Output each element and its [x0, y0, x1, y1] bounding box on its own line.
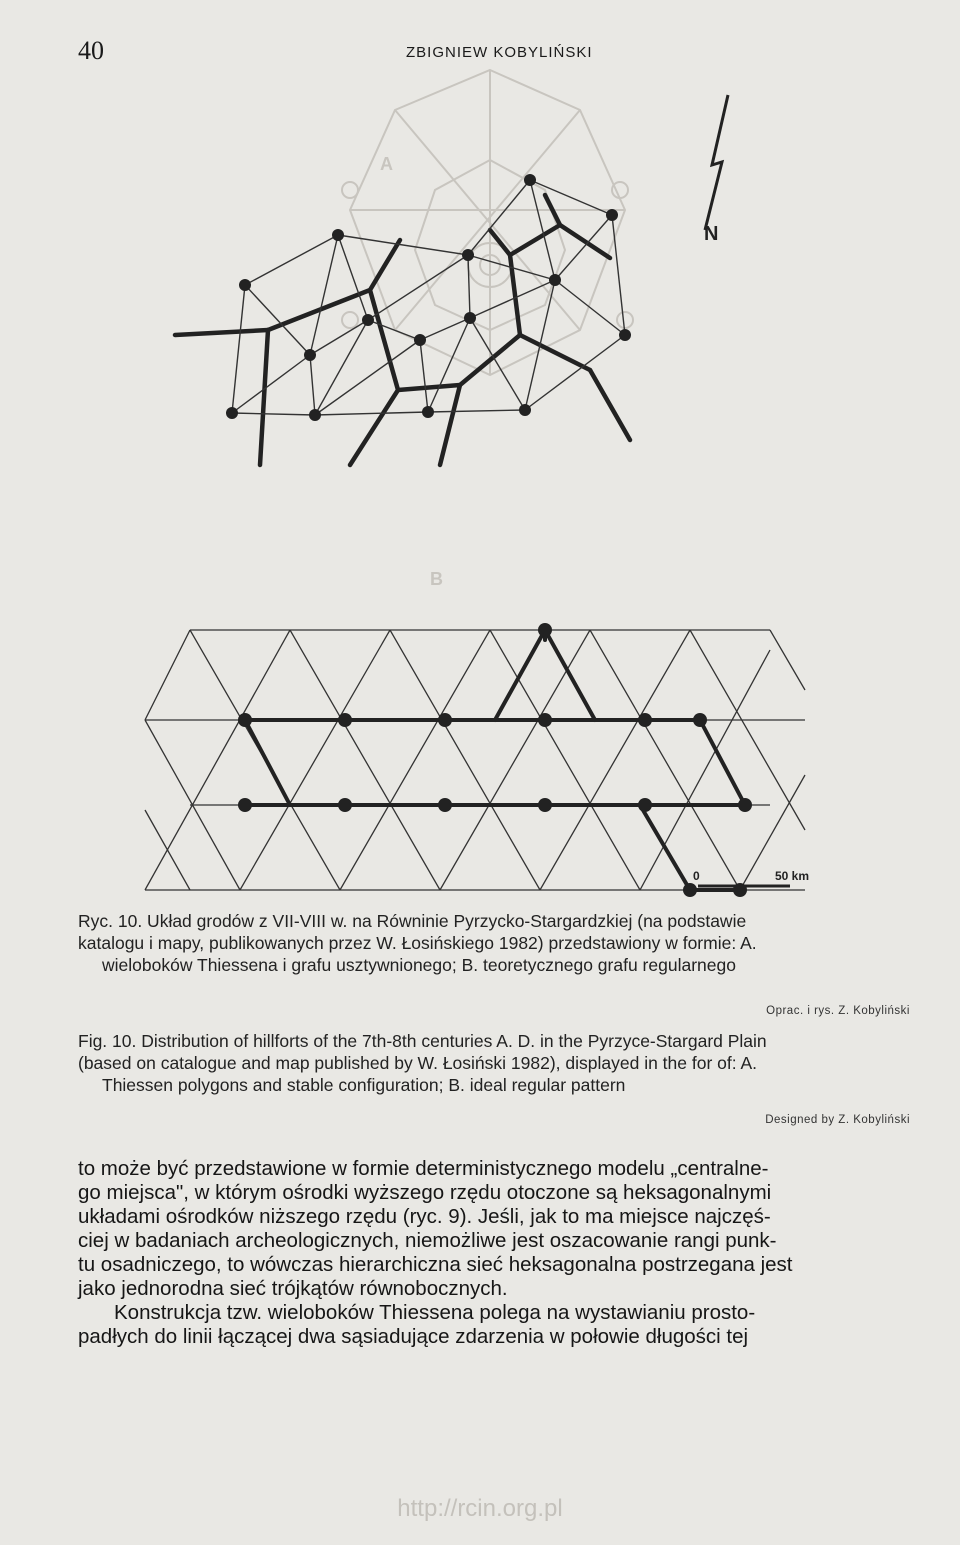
- body-line: Konstrukcja tzw. wieloboków Thiessena polega na wystawianiu prosto-: [114, 1301, 756, 1324]
- label-a: A: [380, 154, 393, 174]
- caption-line: Fig. 10. Distribution of hillforts of the 7th-8th centuries A. D. in the Pyrzyce-Stargard Plain: [78, 1031, 767, 1051]
- figure-caption-english: [78, 1030, 910, 1096]
- label-b: B: [430, 569, 443, 589]
- body-line: jako jednorodna sieć trójkątów równobocznych.: [78, 1277, 508, 1300]
- body-line: padłych do linii łączącej dwa sąsiadujące zdarzenia w połowie długości tej: [78, 1325, 749, 1348]
- figure-caption-polish: [78, 910, 910, 976]
- north-arrow: [704, 95, 728, 245]
- caption-credit-polish: Oprac. i rys. Z. Kobyliński: [766, 1005, 910, 1017]
- body-line: układami ośrodków niższego rzędu (ryc. 9). Jeśli, jak to ma miejsce najczęś-: [78, 1205, 771, 1228]
- lattice-highlight: [245, 630, 745, 890]
- caption-line: katalogu i mapy, publikowanych przez W. Łosińskiego 1982) przedstawiony w formie: A.: [78, 933, 757, 953]
- caption-line: Thiessen polygons and stable configuration; B. ideal regular pattern: [102, 1075, 626, 1095]
- caption-line: wieloboków Thiessena i grafu usztywnionego; B. teoretycznego grafu regularnego: [102, 955, 736, 975]
- page-number: 40: [78, 36, 104, 65]
- body-line: tu osadniczego, to wówczas hierarchiczna sieć heksagonalna postrzegana jest: [78, 1253, 793, 1276]
- running-title: ZBIGNIEW KOBYLIŃSKI: [406, 44, 593, 61]
- body-line: go miejsca", w którym ośrodki wyższego rzędu otoczone są heksagonalnymi: [78, 1181, 772, 1204]
- regular-lattice: [145, 630, 805, 890]
- footer-url: http://rcin.org.pl: [397, 1495, 563, 1522]
- body-text: [78, 1157, 910, 1349]
- scale-end: 50 km: [775, 869, 810, 883]
- stable-graph: [232, 180, 625, 415]
- caption-credit-english: Designed by Z. Kobyliński: [765, 1114, 910, 1126]
- body-line: ciej w badaniach archeologicznych, niemożliwe jest oszacowanie rangi punk-: [78, 1229, 777, 1252]
- north-label: N: [704, 223, 719, 245]
- caption-line: Ryc. 10. Układ grodów z VII-VIII w. na Równinie Pyrzycko-Stargardzkiej (na podstawie: [78, 911, 747, 931]
- scale-start: 0: [693, 869, 700, 883]
- show-through-hexagon-diagram: [342, 70, 633, 375]
- body-line: to może być przedstawione w formie deterministycznego modelu „centralne-: [78, 1157, 769, 1180]
- caption-line: (based on catalogue and map published by W. Łosiński 1982), displayed in the for of: A.: [78, 1053, 758, 1073]
- thiessen-polygons: [175, 195, 630, 465]
